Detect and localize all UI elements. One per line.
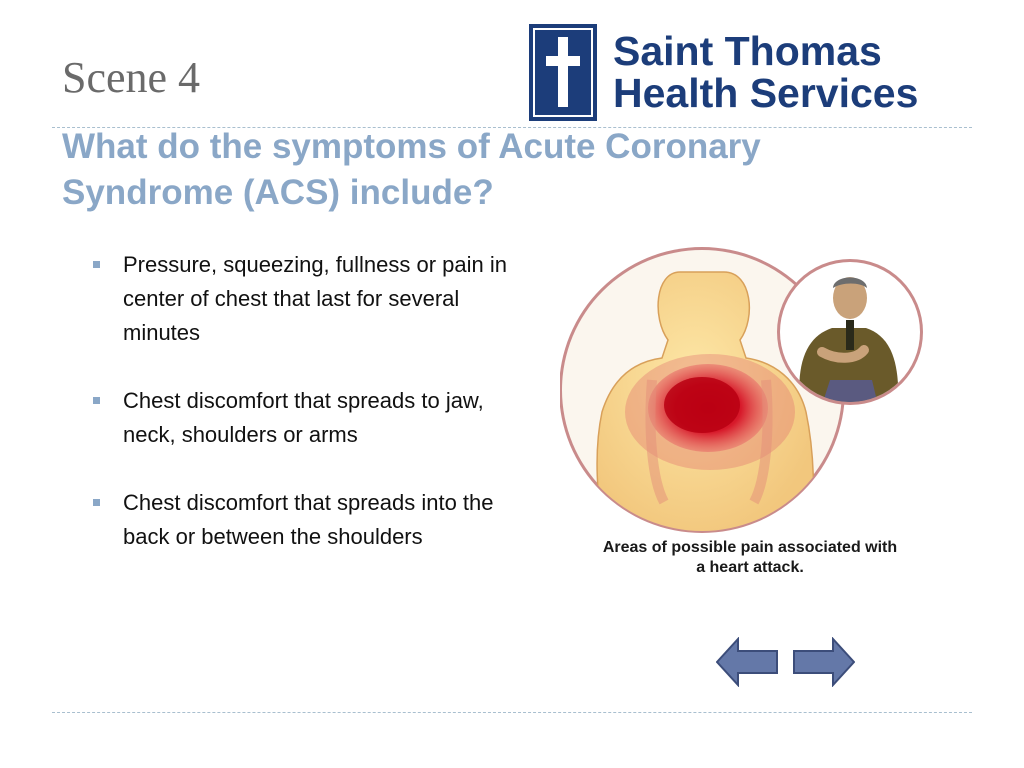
heart-attack-pain-illustration [560,240,940,585]
slide-question: What do the symptoms of Acute Coronary Syndrome (ACS) include? [62,127,761,212]
forward-arrow-button[interactable] [793,637,855,687]
list-item [90,486,510,554]
saint-thomas-logo [529,22,961,122]
scene-title: Scene 4 [62,53,201,102]
list-item [90,384,510,452]
square-bullet-icon [93,499,100,506]
illustration-caption [560,538,940,578]
logo-line-2: Health Services [613,70,919,116]
square-bullet-icon [93,397,100,404]
bottom-divider [52,712,972,713]
list-item [90,248,510,350]
arrow-left-icon [717,639,777,685]
arrow-right-icon [794,639,854,685]
symptom-text: Chest discomfort that spreads to jaw, neck, shoulders or arms [123,388,484,447]
caption-line-1: Areas of possible pain associated with [602,539,898,556]
caption-line-2: a heart attack. [696,559,804,576]
square-bullet-icon [93,261,100,268]
symptom-text: Chest discomfort that spreads into the back or between the shoulders [123,490,494,549]
cross-icon [529,24,597,121]
back-arrow-button[interactable] [716,637,778,687]
symptom-text: Pressure, squeezing, fullness or pain in center of chest that last for several minutes [123,252,507,345]
logo-line-1: Saint Thomas [613,28,882,74]
symptom-list [90,248,510,588]
